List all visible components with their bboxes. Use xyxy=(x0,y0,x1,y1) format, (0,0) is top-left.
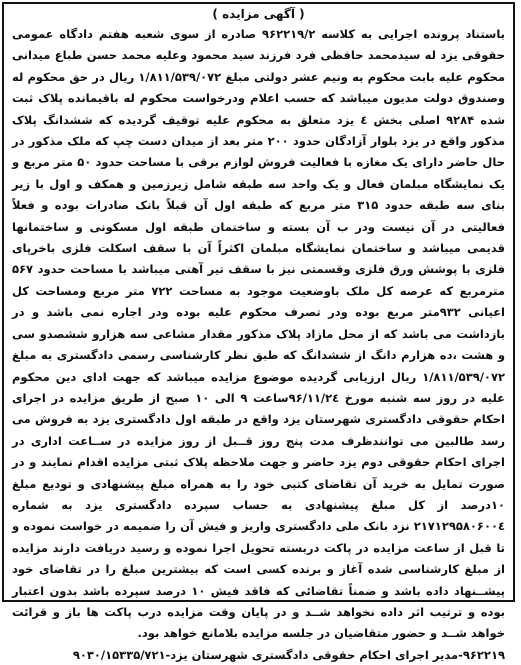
auction-notice xyxy=(2,2,515,662)
notice-footer: ۹۶۲۲۱۹-مدیر اجرای احکام حقوقی دادگستری شهرستان یزد-۹۰۳۰/۱۵۳۳۵/۷۲۱ xyxy=(72,647,505,662)
notice-title: ( آگهی مزایده ) xyxy=(212,7,305,21)
notice-body: باستناد پرونده اجرایی به کلاسه ۹۶۲۲۱۹/۲ صادره از سوی شعبه هفتم دادگاه عمومی حقوقی یزد له سیدمحمد حافظی فرد فرزند سید محمود وعلیه محمد حسن طباع میدانی محکوم علیه بابت محکوم به ونیم عشر دولتی مبلغ ۱/۸۱۱/۵۳۹/۰۷۲ ریال در حق محکوم له وصندوق دولت مدیون میباشد که حسب اعلام ودرخواست محکوم له باقیمانده پلاک ثبت شده ۹۲۸۴ اصلی بخش ٤ یزد متعلق به محکوم علیه توقیف گردیده که ششدانگ پلاک مذکور واقع در یزد بلوار آزادگان حدود ۲۰۰ متر بعد از میدان دست چپ که ملک مذکور در حال حاضر دارای یک مغازه با فعالیت فروش لوازم برقی با مساحت حدود ۵۰ متر مربع و یک نمایشگاه مبلمان فعال و یک واحد سه طبقه شامل زیرزمین و همکف و اول با زیر بنای سه طبقه حدود ۳۱۵ متر مربع که طبقه اول آن قبلاً بانک صادرات بوده و فعلاً فعالیتی در آن نیست ودر ب آن بسته و ساختمان طبقه اول مسکونی و ساختمانها قدیمی میباشد و ساختمان نمایشگاه مبلمان اکثراً آن با سقف اسکلت فلزی باخرپای فلزی با پوشش ورق فلزی وقسمتی نیز با سقف تیر آهنی میباشد با مساحت حدود ۵۶۷ مترمربع که عرصه کل ملک باوضعیت موجود به مساحت ۷۲۲ متر مربع ومساحت کل اعیانی ۹۳۲متر مربع بوده ودر تصرف محکوم علیه بوده ودر اجاره نمی باشد و در بازداشت می باشد که از محل مازاد پلاک مذکور مقدار مشاعی سه هزارو ششصدو سی و هشت ،ده هزارم دانگ از ششدانگ که طبق نظر کارشناسی رسمی دادگستری به مبلغ ۱/۸۱۱/۵۳۹/۰۷۲ ریال ارزیابی گردیده موضوع مزایده میباشد که جهت ادای دین محکوم علیه در روز سه شنبه مورخ ۹۶/۱۱/۲٤ساعت ۹ الی ۱۰ صبح از طریق مزایده در اجرای احکام حقوقی دادگستری شهرستان یزد واقع در طبقه اول دادگستری یزد به فروش می رسد طالبین می توانندظرف مدت پنج روز قــبل از روز مزایده در ســاعت اداری در اجرای احکام حقوقی دوم یزد حاضر و جهت ملاحظه پلاک ثبتی مزایده اقدام نمایند و در صورت تمایل به خرید آن تقاضای کتبی خود را به همراه مبلغ پیشنهادی و تودیع مبلغ ۱۰درصد از کل مبلغ پیشنهادی به حساب سپرده دادگستری یزد به شماره ۲۱۷۱۲۹۵۸۰۶۰۰٤ نزد بانک ملی دادگستری واریز و فیش آن را ضمیمه در خواست نموده و تا قبل از ساعت مزایده در پاکت دربسته تحویل اجرا نموده و رسید دریافت دارند مزایده از مبلغ کارشناسی شده آغاز و برنده کسی است که بیشترین مبلغ را در تقاضای خود پیشــنهاد داده باشد و ضمناً تقاضائی که فاقد فیش ۱۰ درصد سپرده باشد بدون اعتبار بوده و ترتیب اثر داده نخواهد شــد و در پایان وقت مزایده درب پاکت ها باز و قرائت خواهد شــد و حضور متقاضیان در جلسه مزایده بلامانع خواهد بود. xyxy=(12,27,506,641)
